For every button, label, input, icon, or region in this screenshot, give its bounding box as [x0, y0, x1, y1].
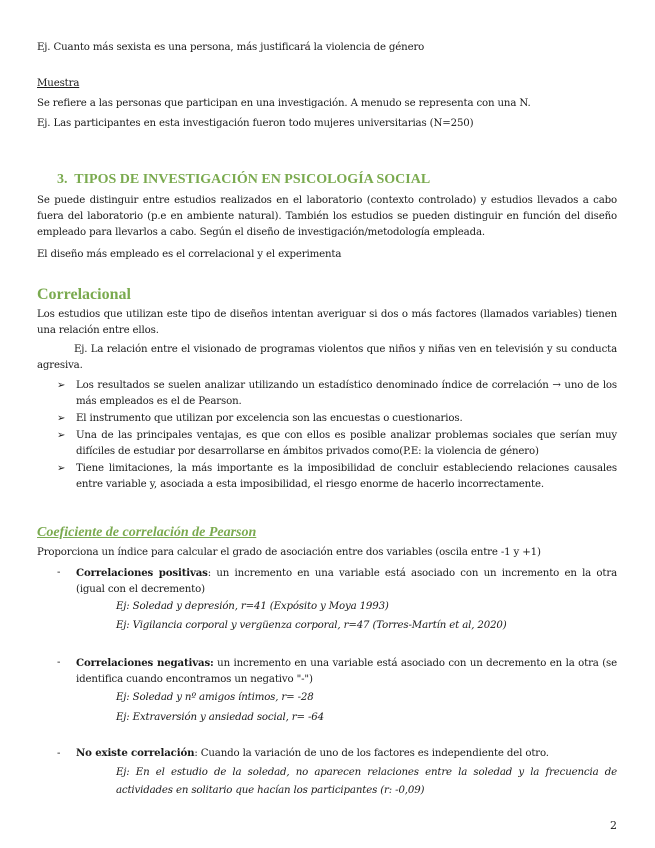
page-number: 2: [610, 819, 617, 832]
list-item: Los resultados se suelen analizar utilizando un estadístico denominado índice de correlación → uno de los más empleados es el de Pearson.: [76, 380, 617, 407]
negative-term: Correlaciones negativas:: [76, 657, 214, 669]
list-item: El instrumento que utilizan por excelencia son las encuestas o cuestionarios.: [76, 413, 463, 424]
positive-example: Ej: Vigilancia corporal y vergüenza corporal, r=47 (Torres-Martín et al, 2020): [116, 620, 507, 631]
dash-bullet: -: [57, 567, 61, 578]
section-number: 3.: [57, 172, 68, 187]
correlacional-paragraph: Los estudios que utilizan este tipo de diseños intentan averiguar si dos o más factores (llamados variables) tienen una relación entre ellos.: [37, 309, 617, 336]
no-correlation: [76, 746, 549, 761]
negative-example: Ej: Extraversión y ansiedad social, r= -64: [116, 712, 324, 723]
section-title-text: TIPOS DE INVESTIGACIÓN EN PSICOLOGÍA SOCIAL: [74, 172, 431, 187]
pearson-intro: Proporciona un índice para calcular el grado de asociación entre dos variables (oscila entre -1 y +1): [37, 547, 541, 558]
section-paragraph: Se puede distinguir entre estudios realizados en el laboratorio (contexto controlado) y estudios llevados a cabo fuera del laboratorio (p.e en ambiente natural). También los estudios se pueden distinguir en función del diseño empleado para llevarlos a cabo. Según el diseño de investigación/metodología empleada.: [37, 195, 617, 238]
pearson-heading: Coeficiente de correlación de Pearson: [37, 525, 257, 540]
positive-example: Ej: Soledad y depresión, r=41 (Expósito y Moya 1993): [116, 601, 389, 612]
list-item: Tiene limitaciones, la más importante es la imposibilidad de concluir estableciendo relaciones causales entre variable y, asociada a esta imposibilidad, el riesgo enorme de hacerlo incorrectamente.: [76, 463, 617, 490]
bullet-arrow-icon: ➢: [57, 430, 66, 441]
none-term: No existe correlación: [76, 747, 195, 759]
example-text: Ej. Cuanto más sexista es una persona, más justificará la violencia de género: [37, 42, 425, 53]
none-example: Ej: En el estudio de la soledad, no aparecen relaciones entre la soledad y la frecuencia de actividades en solitario que hacían los participantes (r: -0,09): [116, 767, 617, 796]
positive-correlation: [76, 565, 617, 598]
muestra-heading: Muestra: [37, 78, 80, 89]
bullet-arrow-icon: ➢: [57, 463, 66, 474]
positive-text: : un incremento en una variable está asociado con un incremento en la otra (igual con el decremento): [76, 568, 617, 595]
none-text: : Cuando la variación de uno de los factores es independiente del otro.: [194, 748, 549, 759]
correlacional-heading: Correlacional: [37, 286, 131, 303]
dash-bullet: -: [57, 657, 61, 668]
bullet-arrow-icon: ➢: [57, 413, 66, 424]
muestra-example: Ej. Las participantes en esta investigación fueron todo mujeres universitarias (N=250): [37, 118, 474, 129]
section-line: El diseño más empleado es el correlacional y el experimenta: [37, 249, 342, 260]
bullet-arrow-icon: ➢: [57, 380, 66, 391]
negative-correlation: [76, 655, 617, 688]
muestra-definition: Se refiere a las personas que participan en una investigación. A menudo se representa con una N.: [37, 98, 531, 109]
correlacional-example: Ej. La relación entre el visionado de programas violentos que niños y niñas ven en televisión y su conducta agresiva.: [37, 344, 617, 371]
section-title: [57, 171, 430, 189]
positive-term: Correlaciones positivas: [76, 567, 208, 579]
negative-text: un incremento en una variable está asociado con un decremento en la otra (se identifica cuando encontramos un negativo "-"): [76, 658, 618, 685]
list-item: Una de las principales ventajas, es que con ellos es posible analizar problemas sociales que serían muy difíciles de estudiar por desarrollarse en ámbitos privados como(P.E: la violencia de género): [76, 430, 617, 457]
dash-bullet: -: [57, 748, 61, 759]
negative-example: Ej: Soledad y nº amigos íntimos, r= -28: [116, 692, 314, 703]
